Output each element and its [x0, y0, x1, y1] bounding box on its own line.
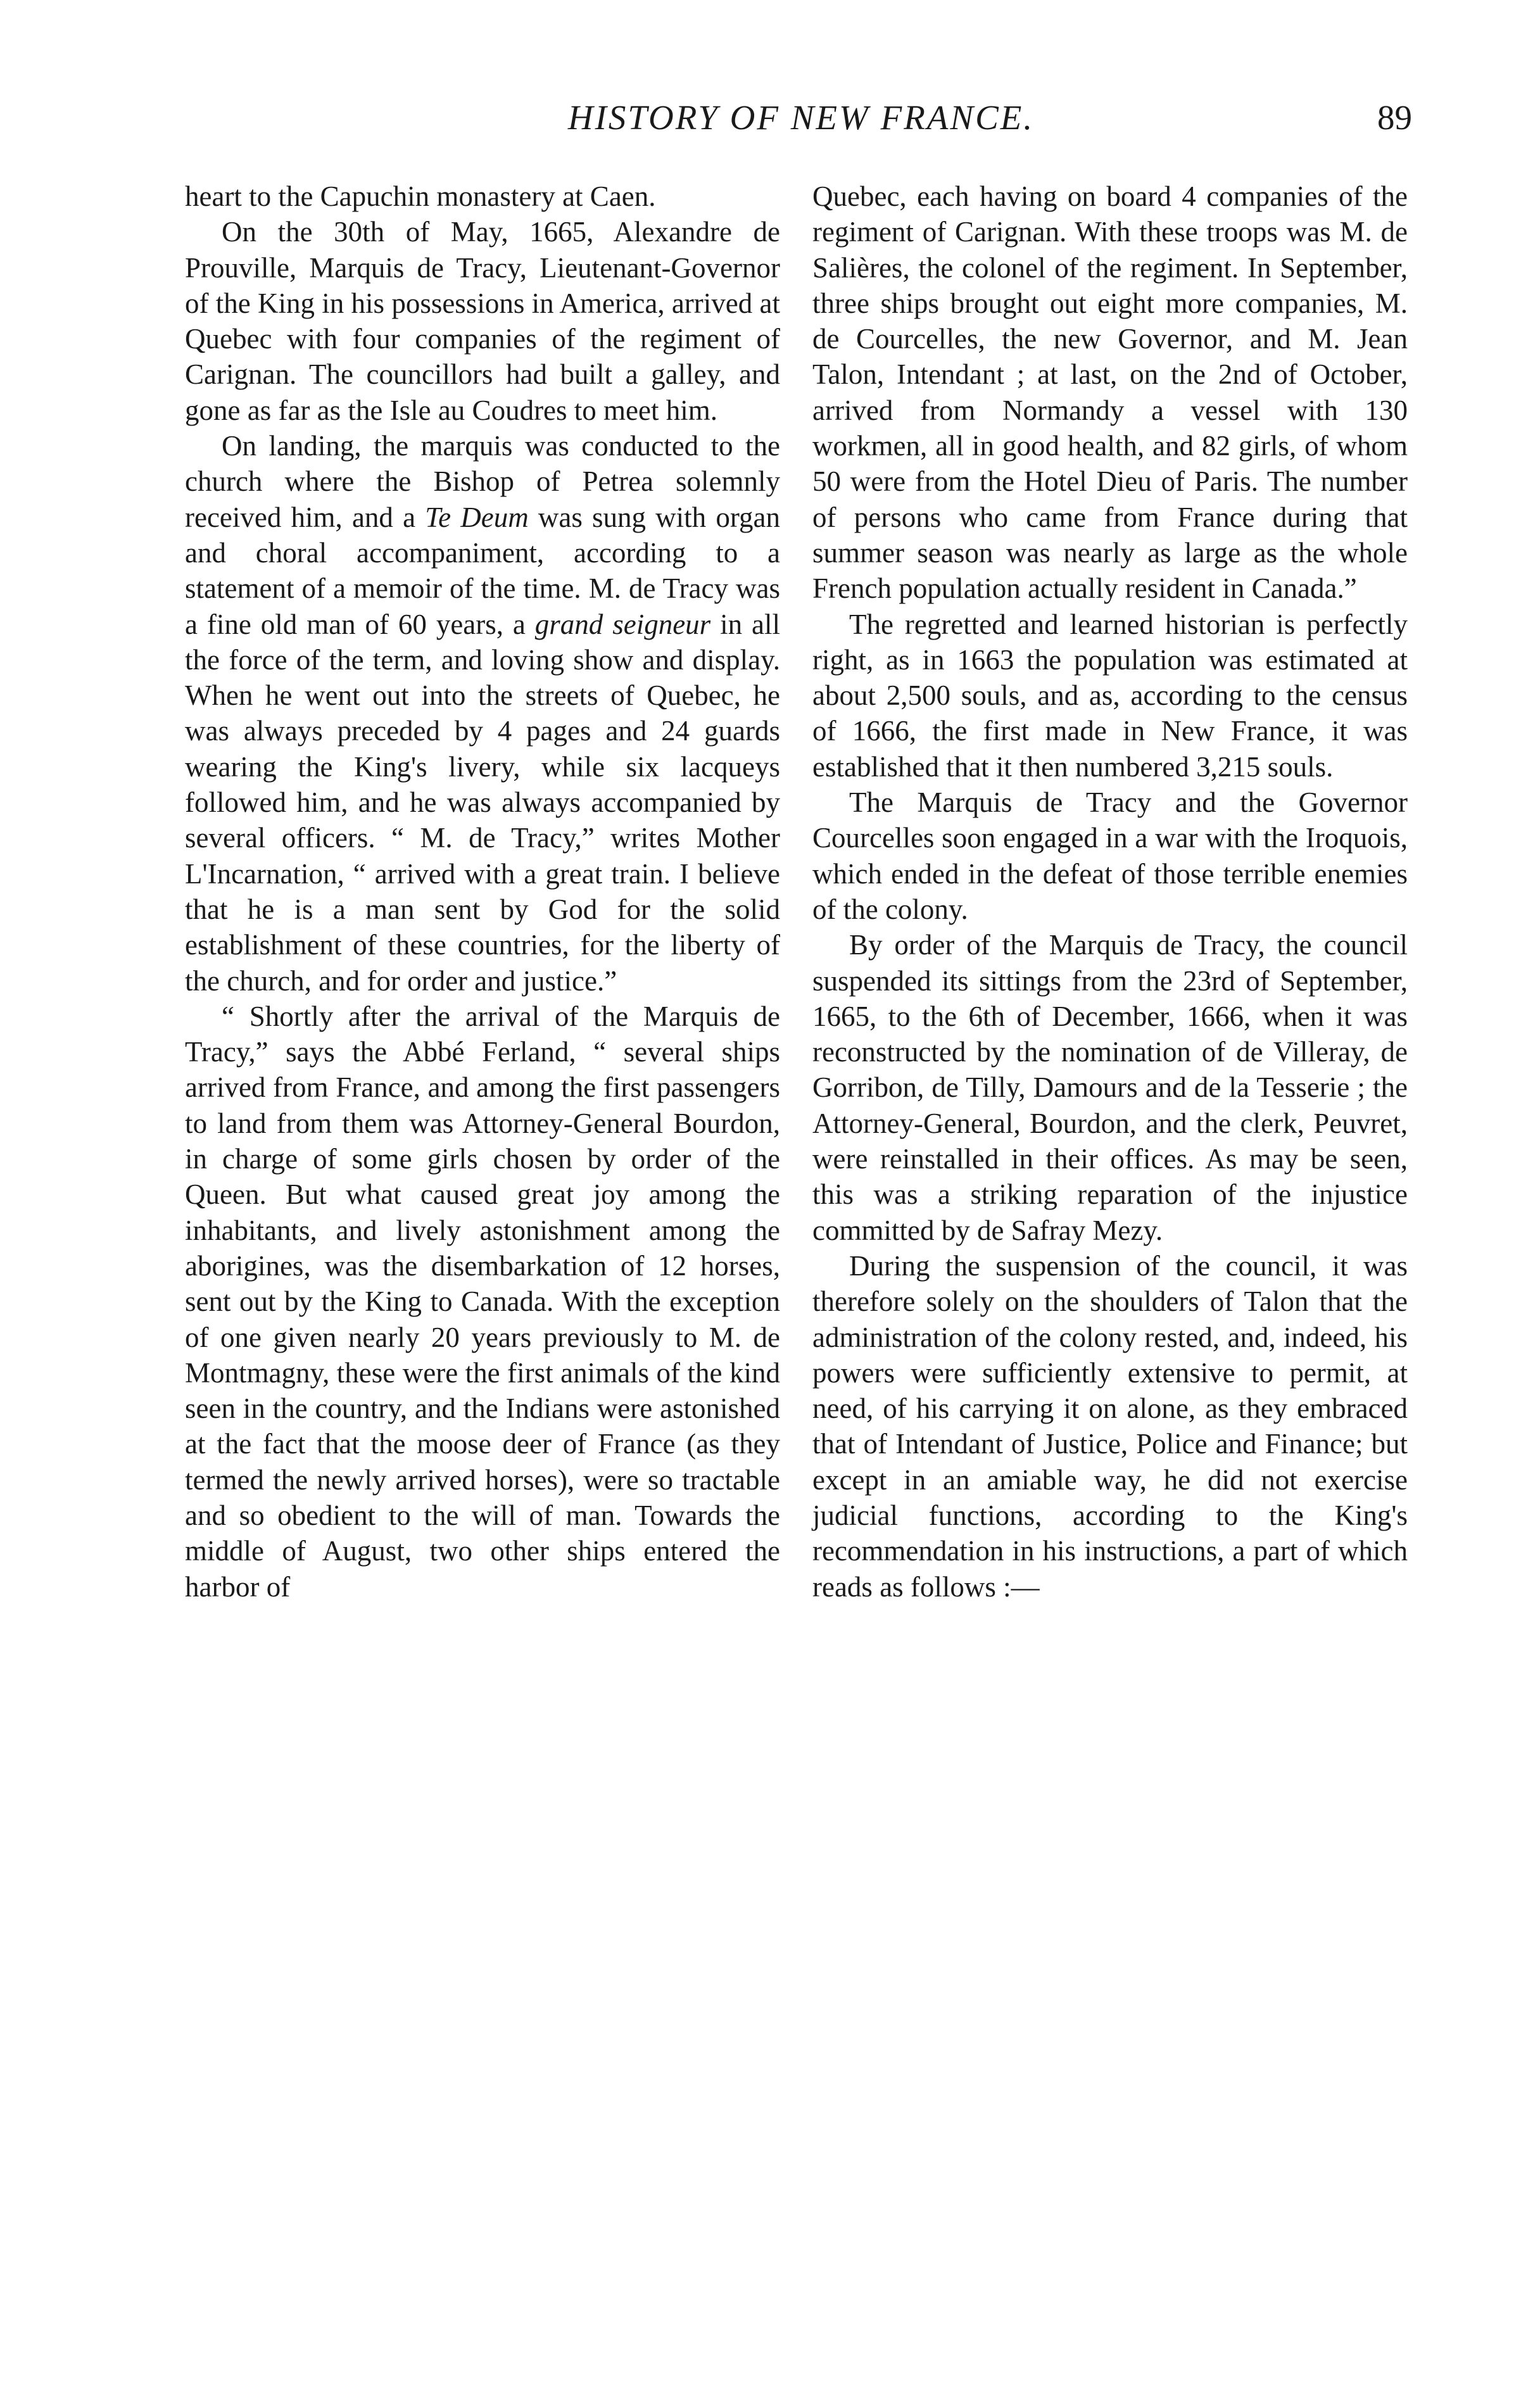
paragraph-council-suspension: By order of the Marquis de Tracy, the council suspended its sittings from the 23rd of September, 1665, to the 6th of December, 1666, when it was reconstructed by the nomination of de Villeray, de Gorribon, de Tilly, Damours and de la Tesserie ; the Attorney-General, Bourdon, and the clerk, Peuvret, were reinstalled in their offices. As may be seen, this was a striking reparation of the injustice committed by de Safray Mezy. — [812, 929, 1408, 1246]
paragraph-talon-administration: During the suspension of the council, it was therefore solely on the shoulders of Talon that the administration of the colony rested, and, indeed, his powers were sufficiently extensive to permit, at need, of his carrying it on alone, as they embraced that of Intendant of Justice, Police and Finance; but except in an amiable way, he did not exercise judicial functions, according to the King's recommendation in his instructions, a part of which reads as follows :— — [812, 1249, 1408, 1603]
right-column — [812, 179, 1408, 1605]
text-segment: in all the force of the term, and loving show and display. When he went out into the streets of Quebec, he was always preceded by 4 pages and 24 guards wearing the King's livery, while six lacqueys followed him, and he was always accompanied by several officers. “ M. de Tracy,” writes Mother L'Incarnation, “ arrived with a great train. I believe that he is a man sent by God for the solid establishment of these countries, for the liberty of the church, and for order and justice.” — [185, 608, 780, 997]
page-number: 89 — [1377, 98, 1412, 137]
text-segment: was sung with organ and choral accompaniment, according to a statement of a memoir of the time. M. de Tracy was a fine old man of 60 years, a — [185, 501, 780, 640]
running-title: HISTORY OF NEW FRANCE. — [567, 98, 1035, 137]
paragraph-quebec-companies: Quebec, each having on board 4 companies of the regiment of Carignan. With these troops was M. de Salières, the colonel of the regiment. In September, three ships brought out eight more companies, M. de Courcelles, the new Governor, and M. Jean Talon, Intendant ; at last, on the 2nd of October, arrived from Normandy a vessel with 130 workmen, all in good health, and 82 girls, of whom 50 were from the Hotel Dieu of Paris. The number of persons who came from France during that summer season was nearly as large as the whole French population actually resident in Canada.” — [812, 180, 1408, 605]
paragraph-tracy-landing — [185, 428, 780, 999]
italic-grand-seigneur: grand seigneur — [534, 608, 711, 640]
page-header — [190, 92, 1412, 143]
italic-te-deum: Te Deum — [425, 501, 529, 533]
left-column — [185, 179, 780, 1605]
paragraph-capuchin: heart to the Capuchin monastery at Caen. — [185, 180, 656, 212]
paragraph-population: The regretted and learned historian is perfectly right, as in 1663 the population was estimated at about 2,500 souls, and as, according to the census of 1666, the first made in New France, it was established that it then numbered 3,215 souls. — [812, 608, 1408, 783]
text-segment: On landing, the marquis was conducted to the church where the Bishop of Petrea solemnly received him, and a — [185, 430, 780, 533]
paragraph-tracy-arrival: On the 30th of May, 1665, Alexandre de Prouville, Marquis de Tracy, Lieutenant-Governor of the King in his possessions in America, arrived at Quebec with four companies of the regiment of Carignan. The councillors had built a galley, and gone as far as the Isle au Coudres to meet him. — [185, 216, 780, 426]
paragraph-ferland-quote: “ Shortly after the arrival of the Marquis de Tracy,” says the Abbé Ferland, “ several ships arrived from France, and among the first passengers to land from them was Attorney-General Bourdon, in charge of some girls chosen by order of the Queen. But what caused great joy among the inhabitants, and lively astonishment among the aborigines, was the disembarkation of 12 horses, sent out by the King to Canada. With the exception of one given nearly 20 years previously to M. de Montmagny, these were the first animals of the kind seen in the country, and the Indians were astonished at the fact that the moose deer of France (as they termed the newly arrived horses), were so tractable and so obedient to the will of man. Towards the middle of August, two other ships entered the harbor of — [185, 1000, 780, 1603]
paragraph-iroquois-war: The Marquis de Tracy and the Governor Courcelles soon engaged in a war with the Iroquois, which ended in the defeat of those terrible enemies of the colony. — [812, 786, 1408, 925]
